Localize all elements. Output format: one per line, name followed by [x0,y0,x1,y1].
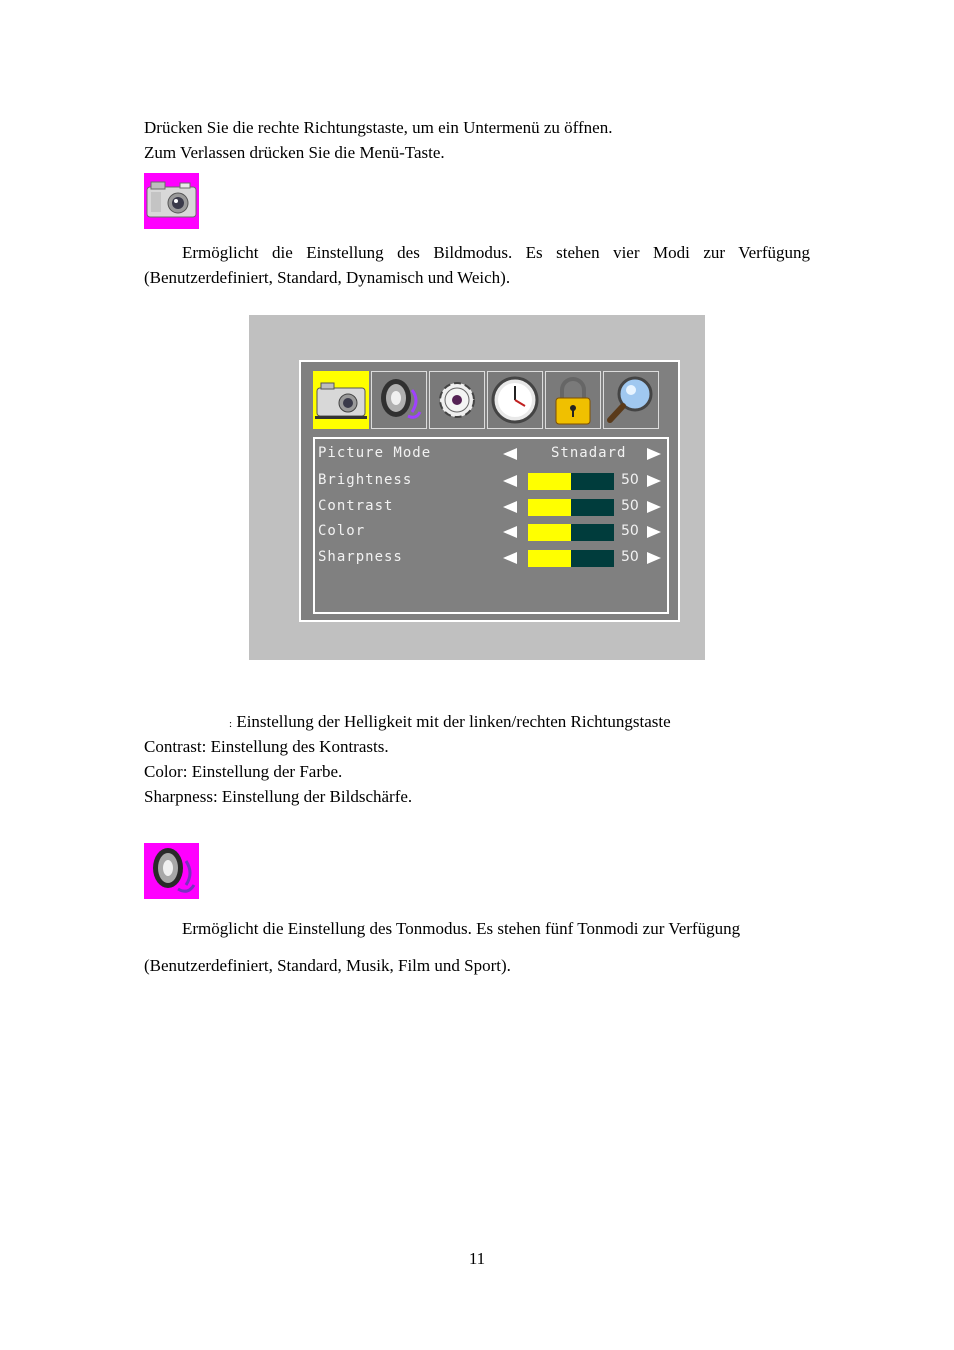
osd-tab-time[interactable] [487,371,543,429]
sound-description-line-2: (Benutzerdefiniert, Standard, Musik, Film und Sport). [144,956,511,975]
osd-tab-setup[interactable] [429,371,485,429]
slider-fill [528,550,571,567]
osd-row-number: 50 [621,549,639,565]
left-arrow-icon[interactable] [503,501,517,513]
osd-row-number: 50 [621,472,639,488]
left-arrow-icon[interactable] [503,448,517,460]
right-arrow-icon[interactable] [647,501,661,513]
osd-menu-frame [299,360,680,622]
color-explanation: Color: Einstellung der Farbe. [144,762,343,781]
gear-icon [430,372,484,428]
color-slider[interactable] [528,524,614,541]
right-arrow-icon[interactable] [647,552,661,564]
left-arrow-icon[interactable] [503,475,517,487]
osd-tab-bar [313,371,659,429]
sound-description-line-1: Ermöglicht die Einstellung des Tonmodus. Es stehen fünf Tonmodi zur Verfügung [182,919,741,938]
slider-fill [528,524,571,541]
osd-row-label: Sharpness [318,549,403,565]
osd-row-label: Contrast [318,498,394,514]
osd-row-number: 50 [621,523,639,539]
osd-row-label: Color [318,523,366,539]
contrast-explanation: Contrast: Einstellung des Kontrasts. [144,737,389,756]
right-arrow-icon[interactable] [647,448,661,460]
osd-picture-menu [313,437,669,614]
osd-row-color[interactable] [315,521,667,543]
contrast-slider[interactable] [528,499,614,516]
page-number: 11 [468,1249,486,1268]
camera-icon [144,173,199,229]
speaker-icon [372,372,426,428]
magnifier-icon [604,372,658,428]
osd-row-number: 50 [621,498,639,514]
slider-fill [528,473,571,490]
osd-row-contrast[interactable] [315,496,667,518]
lock-icon [546,372,600,428]
sharpness-explanation: Sharpness: Einstellung der Bildschärfe. [144,787,413,806]
camera-icon [314,372,368,428]
clock-icon [488,372,542,428]
speaker-icon [144,843,199,899]
left-arrow-icon[interactable] [503,526,517,538]
osd-tab-picture[interactable] [313,371,369,429]
left-arrow-icon[interactable] [503,552,517,564]
right-arrow-icon[interactable] [647,475,661,487]
brightness-explanation: : Einstellung der Helligkeit mit der linken/rechten Richtungstaste [229,712,671,731]
osd-tab-search[interactable] [603,371,659,429]
osd-picture-mode-value: Stnadard [551,445,627,461]
right-arrow-icon[interactable] [647,526,661,538]
osd-row-label: Picture Mode [318,445,432,461]
intro-line-1: Drücken Sie die rechte Richtungstaste, um ein Untermenü zu öffnen. [144,118,613,137]
osd-row-label: Brightness [318,472,413,488]
intro-line-2: Zum Verlassen drücken Sie die Menü-Taste. [144,143,445,162]
osd-screenshot [249,315,705,660]
osd-row-brightness[interactable] [315,470,667,492]
osd-row-sharpness[interactable] [315,547,667,569]
osd-tab-lock[interactable] [545,371,601,429]
brightness-slider[interactable] [528,473,614,490]
picture-description: Ermöglicht die Einstellung des Bildmodus. Es stehen vier Modi zur Verfügung (Benutzerdefiniert, Standard, Dynamisch und Weich). [144,243,810,287]
osd-tab-sound[interactable] [371,371,427,429]
slider-fill [528,499,571,516]
sharpness-slider[interactable] [528,550,614,567]
osd-row-picture-mode[interactable] [315,443,667,465]
